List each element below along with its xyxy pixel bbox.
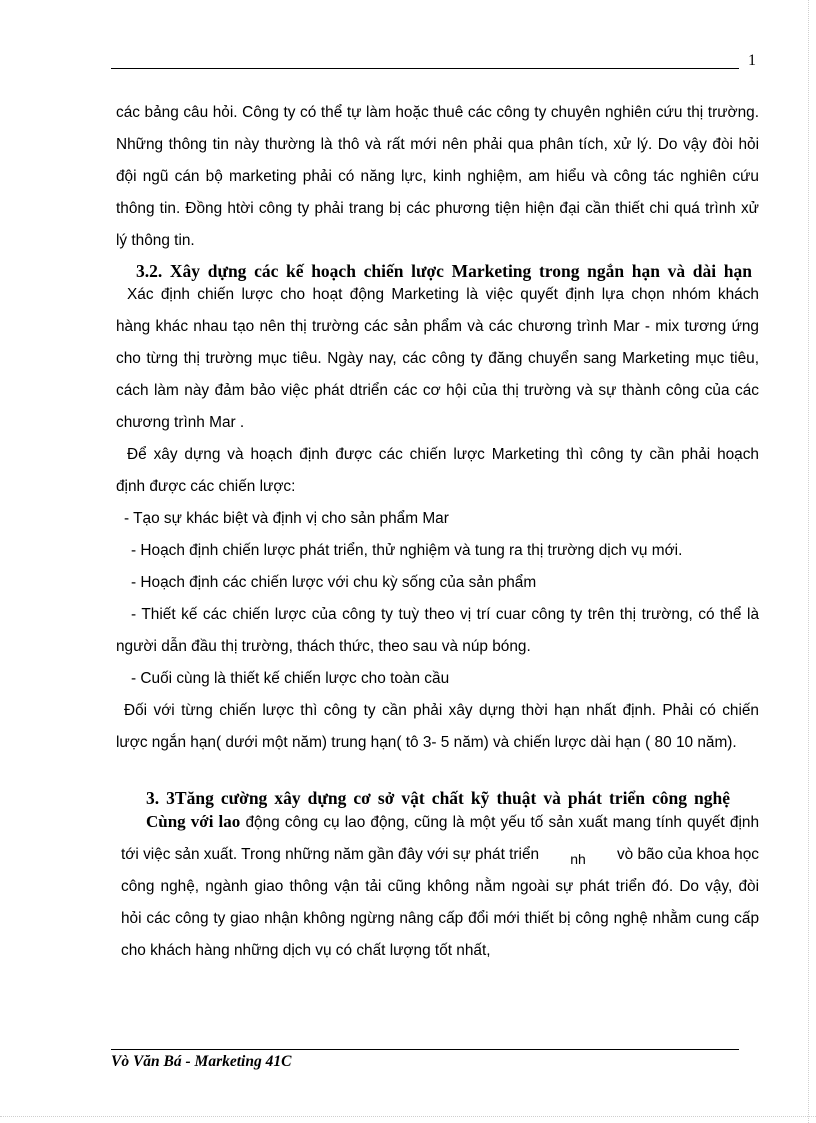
paragraph-line: hỏi các công ty giao nhận không ngừng nâng cấp đổi mới thiết bị công nghệ nhằm cung cấp xyxy=(121,910,759,927)
paragraph-line: thông tin. Đồng htời công ty phải trang bị các phương tiện hiện đại cần thiết chi quá trình xử xyxy=(116,200,759,217)
bullet-item: - Thiết kế các chiến lược của công ty tuỳ theo vị trí cuar công ty trên thị trường, có thể là xyxy=(131,606,759,623)
paragraph-line: Những thông tin này thường là thô và rất mới nên phải qua phân tích, xử lý. Do vậy đòi hỏi xyxy=(116,136,759,153)
paragraph-line: hàng khác nhau tạo nên thị trường các sản phẩm và các chương trình Mar - mix tương ứng xyxy=(116,318,759,335)
paragraph-line: cho từng thị trường mục tiêu. Ngày nay, các công ty đăng chuyển sang Marketing mục tiêu, xyxy=(116,350,759,367)
paragraph-line xyxy=(146,812,759,832)
header-rule xyxy=(111,68,739,69)
bullet-item: - Tạo sự khác biệt và định vị cho sản phẩm Mar xyxy=(124,510,449,527)
paragraph-line: chương trình Mar . xyxy=(116,414,245,431)
paragraph-line: cho khách hàng những dịch vụ có chất lượng tốt nhất, xyxy=(121,942,491,959)
paragraph-line: các bảng câu hỏi. Công ty có thể tự làm hoặc thuê các công ty chuyên nghiên cứu thị trường. xyxy=(116,104,759,121)
section-heading-3-2: 3.2. Xây dựng các kế hoạch chiến lược Marketing trong ngắn hạn và dài hạn xyxy=(136,261,752,281)
paragraph-line: lược ngắn hạn( dưới một năm) trung hạn( tô 3- 5 năm) và chiến lược dài hạn ( 80 10 năm). xyxy=(116,734,737,751)
paragraph-line: cách làm này đảm bảo việc phát dtriển các cơ hội của thị trường và sự thành công của các xyxy=(116,382,759,399)
paragraph-line: Xác định chiến lược cho hoạt động Marketing là việc quyết định lựa chọn nhóm khách xyxy=(127,286,759,303)
paragraph-text: động công cụ lao động, cũng là một yếu tố sản xuất mang tính quyết định xyxy=(240,814,760,831)
bullet-item-continuation: người dẫn đầu thị trường, thách thức, theo sau và núp bóng. xyxy=(116,638,531,655)
page-number: 1 xyxy=(748,52,756,69)
paragraph-line: Để xây dựng và hoạch định được các chiến lược Marketing thì công ty cần phải hoạch xyxy=(127,446,759,463)
bold-lead-text: Cùng với lao xyxy=(146,812,241,831)
page-edge-dotted xyxy=(0,1116,816,1117)
footer-author: Vò Văn Bá - Marketing 41C xyxy=(111,1053,292,1070)
paragraph-line: lý thông tin. xyxy=(116,232,195,249)
section-heading-3-3: 3. 3Tăng cường xây dựng cơ sở vật chất kỹ thuật và phát triển công nghệ xyxy=(146,788,730,808)
footer-rule xyxy=(111,1049,739,1050)
paragraph-line: công nghệ, ngành giao thông vận tải cũng không nằm ngoài sự phát triển đó. Do vậy, đòi xyxy=(121,878,759,895)
stray-subscript: nh xyxy=(570,851,586,867)
page-edge-dotted xyxy=(808,0,809,1123)
paragraph-line xyxy=(121,846,759,867)
paragraph-text: tới việc sản xuất. Trong những năm gần đây với sự phát triển xyxy=(121,846,540,863)
bullet-item: - Hoạch định các chiến lược với chu kỳ sống của sản phẩm xyxy=(131,574,537,591)
paragraph-text: vò bão của khoa học xyxy=(616,846,759,863)
bullet-item: - Hoạch định chiến lược phát triển, thử nghiệm và tung ra thị trường dịch vụ mới. xyxy=(131,542,683,559)
paragraph-line: Đối với từng chiến lược thì công ty cần phải xây dựng thời hạn nhất định. Phải có chiến xyxy=(124,702,759,719)
paragraph-line: đội ngũ cán bộ marketing phải có năng lực, kinh nghiệm, am hiểu và công tác nghiên cứu xyxy=(116,168,759,185)
paragraph-line: định được các chiến lược: xyxy=(116,478,296,495)
bullet-item: - Cuối cùng là thiết kế chiến lược cho toàn cầu xyxy=(131,670,450,687)
